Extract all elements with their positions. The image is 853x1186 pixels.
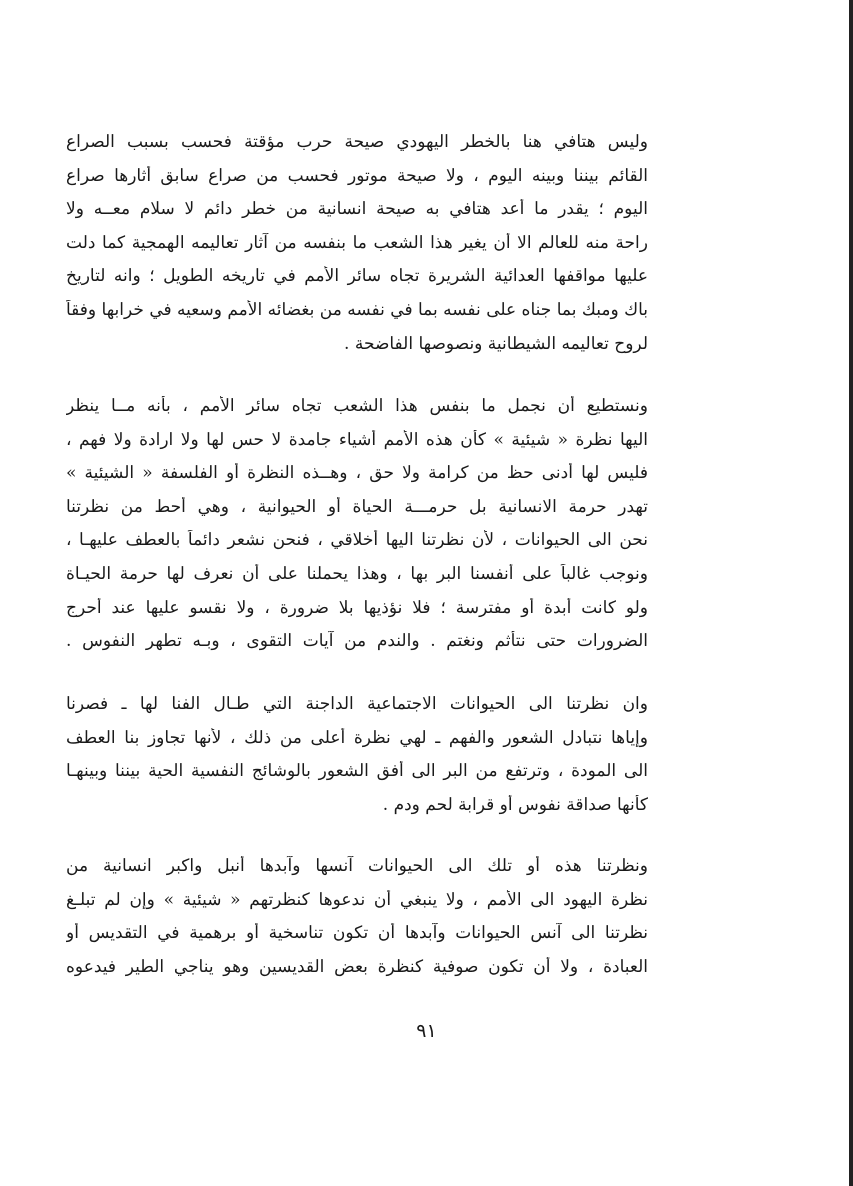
text-line: راحة منه للعالم الا أن يغير هذا الشعب ما بنفسه من آثار تعاليمه الهمجية كما دلت (66, 232, 648, 253)
text-line: وان نظرتنا الى الحيوانات الاجتماعية الداجنة التي طـال الفنا لها ـ فصرنا (66, 694, 648, 714)
text-line: الضرورات حتى نتأثم ونغتم . والندم من آيات التقوى ، وبـه تطهر النفوس . (66, 631, 648, 652)
text-line: ونظرتنا هذه أو تلك الى الحيوانات آنسها وآبدها أنبل واكبر انسانية من (66, 856, 648, 876)
text-line: العبادة ، ولا أن تكون صوفية كنظرة بعض القديسين وهو يناجي الطير فيدعوه (66, 956, 648, 977)
text-line: لروح تعاليمه الشيطانية ونصوصها الفاضحة . (344, 333, 648, 354)
paragraph-3 (66, 694, 648, 828)
text-line: ولو كانت أبدة أو مفترسة ؛ فلا نؤذيها بلا ضرورة ، ولا نقسو عليها عند أحرج (66, 597, 648, 618)
text-line: تهدر حرمة الانسانية بل حرمـــة الحياة أو الحيوانية ، وهي أحط من نظرتنا (66, 496, 648, 517)
text-line: نظرتنا الى آنس الحيوانات وآبدها أن تكون تناسخية أو برهمية في التقديس أو (66, 923, 648, 944)
text-line: القائم بيننا وبينه اليوم ، ولا صيحة موتور فحسب من صراع سابق أثارها صراع (66, 165, 648, 186)
text-line: باك ومبك بما جناه على نفسه بما في نفسه من بغضائه الأمم وسعيه في خرابها وفقاً (66, 299, 648, 320)
text-line: اليوم ؛ يقدر ما أعد هتافي به صيحة انسانية من خطر دائم لا سلام معــه ولا (66, 199, 648, 220)
text-line: فليس لها أدنى حظ من كرامة ولا حق ، وهــذه النظرة أو الفلسفة « الشيئية » (66, 463, 648, 484)
text-line: عليها مواقفها العدائية الشريرة تجاه سائر الأمم في تاريخه الطويل ؛ وانه لتاريخ (66, 266, 648, 287)
text-line: نحن الى الحيوانات ، لأن نظرتنا اليها أخلاقي ، فنحن نشعر دائماً بالعطف عليهـا ، (66, 530, 648, 551)
text-line: الى المودة ، وترتفع من البر الى أفق الشعور بالوشائج النفسية الحية بيننا وبينهـا (66, 761, 648, 782)
text-line: ونستطيع أن نجمل ما بنفس هذا الشعب تجاه سائر الأمم ، بأنه مــا ينظر (66, 396, 648, 416)
text-line: وإياها نتبادل الشعور والفهم ـ لهي نظرة أعلى من ذلك ، لأنها تجاوز بنا العطف (66, 727, 648, 748)
page-number: ٩١ (416, 1020, 437, 1042)
paragraph-2 (66, 396, 648, 665)
page-edge-shadow (849, 0, 853, 1186)
text-line: ونوجب غالباً على أنفسنا البر بها ، وهذا يحملنا على أن نعرف لها حرمة الحيـاة (66, 563, 648, 584)
text-line: وليس هتافي هنا بالخطر اليهودي صيحة حرب مؤقتة فحسب بسبب الصراع (66, 132, 648, 152)
text-line: اليها نظرة « شيئية » كأن هذه الأمم أشياء جامدة لا حس لها ولا ارادة ولا فهم ، (66, 429, 648, 450)
text-line: نظرة اليهود الى الأمم ، ولا ينبغي أن ندعوها كنظرتهم « شيئية » وإن لم تبلـغ (66, 889, 648, 910)
paragraph-1 (66, 132, 648, 367)
paragraph-4 (66, 856, 648, 990)
text-line: كأنها صداقة نفوس أو قرابة لحم ودم . (382, 794, 648, 815)
